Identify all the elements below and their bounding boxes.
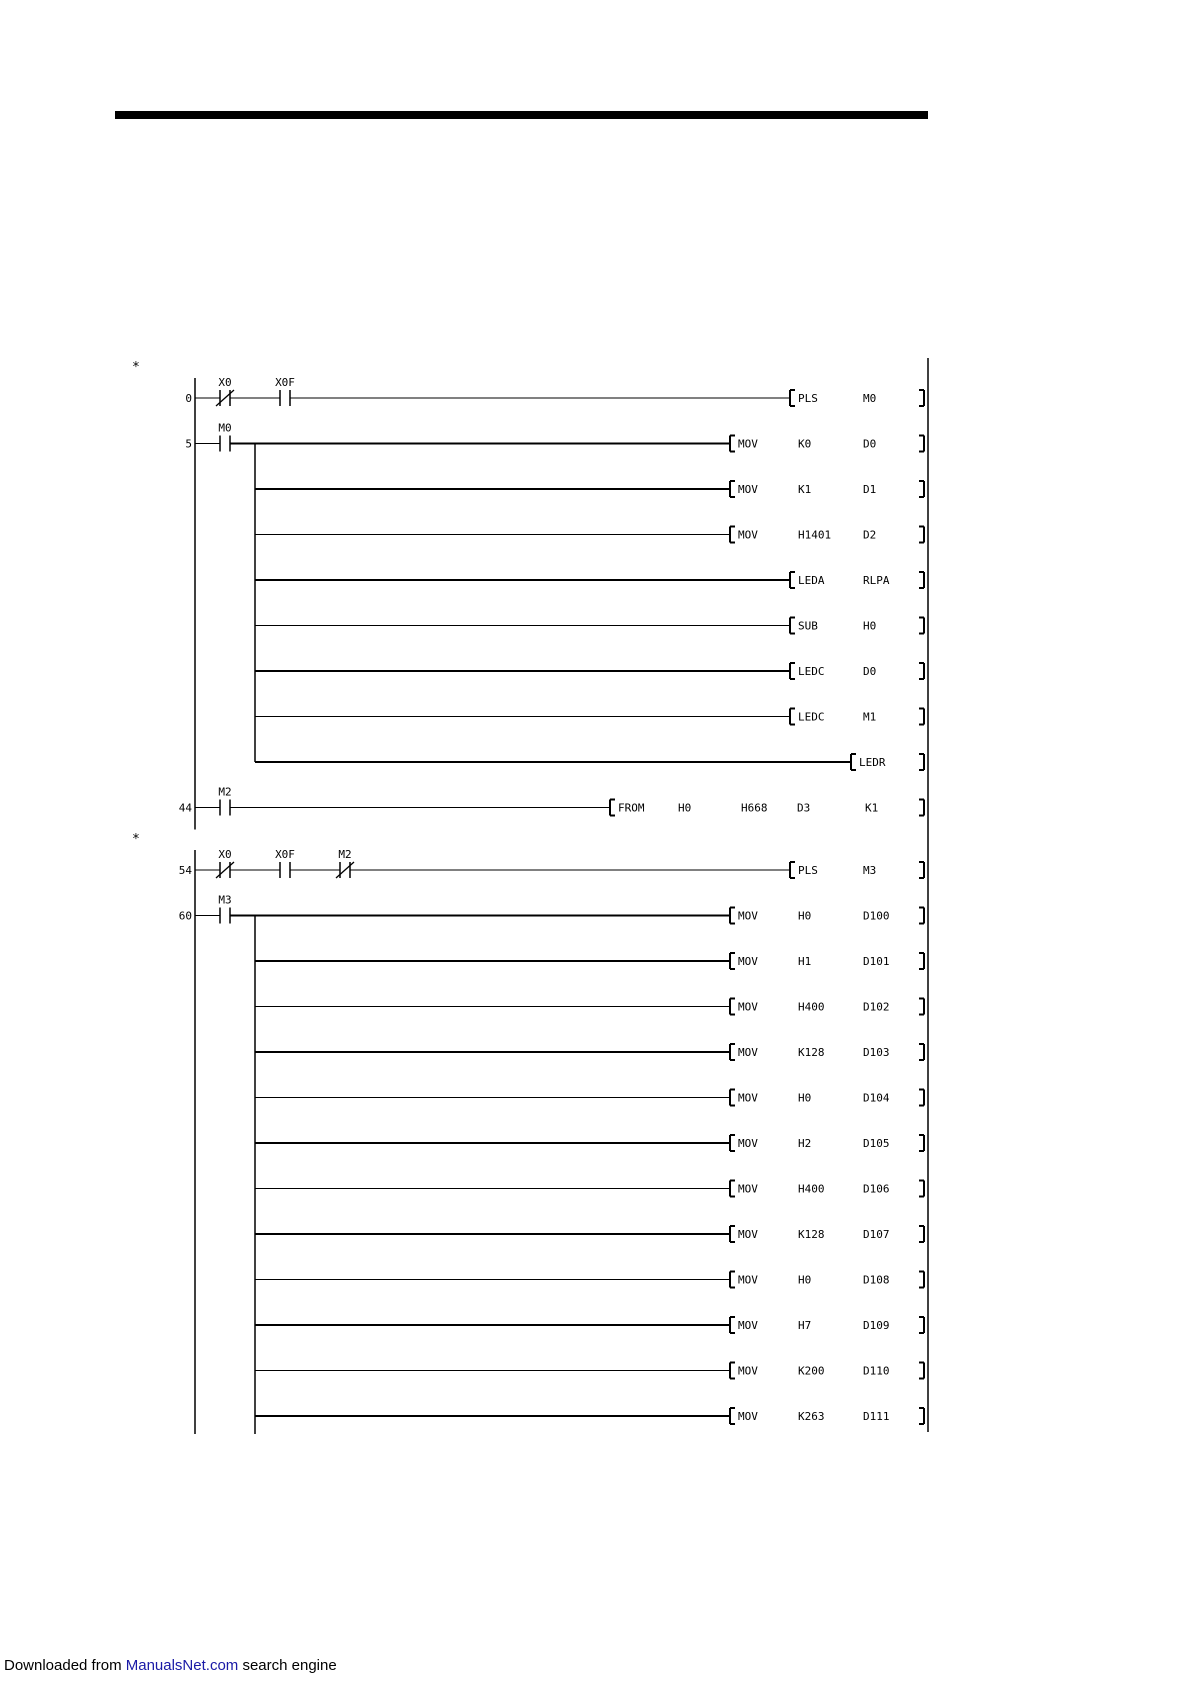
instruction-leda-token: LEDA xyxy=(798,574,825,587)
instruction-mov-token: D102 xyxy=(863,1000,890,1014)
instruction-from-token: D3 xyxy=(797,801,811,815)
instruction-mov-token: MOV xyxy=(738,909,758,923)
contact-m0-label: M0 xyxy=(218,421,232,435)
contact-x0f-label: X0F xyxy=(275,376,295,389)
footer xyxy=(4,1657,337,1674)
instruction-from-token: H0 xyxy=(678,801,692,815)
instruction-mov-token: H2 xyxy=(798,1137,812,1150)
instruction-mov-token: D110 xyxy=(863,1364,890,1378)
instruction-mov-token: MOV xyxy=(738,1273,758,1287)
footer-link[interactable]: ManualsNet.com xyxy=(125,1657,239,1674)
instruction-mov-token: MOV xyxy=(738,528,758,542)
instruction-from-token: FROM xyxy=(618,801,645,815)
instruction-mov-token: D107 xyxy=(863,1228,890,1241)
instruction-pls-token: PLS xyxy=(798,864,818,877)
instruction-mov-token: K263 xyxy=(798,1410,825,1423)
instruction-mov-token: D105 xyxy=(863,1137,890,1150)
instruction-mov-token: MOV xyxy=(738,1137,758,1150)
instruction-mov-token: MOV xyxy=(738,1091,758,1105)
instruction-mov-token: H400 xyxy=(798,1000,825,1014)
instruction-from-token: H668 xyxy=(741,801,768,815)
instruction-leda-token: RLPA xyxy=(863,574,890,587)
instruction-mov-token: H1401 xyxy=(798,528,832,542)
instruction-sub-token: H0 xyxy=(863,619,877,633)
instruction-mov-token: MOV xyxy=(738,1319,758,1332)
instruction-ledc-token: D0 xyxy=(863,665,877,678)
comment-mark: * xyxy=(132,360,140,375)
instruction-mov-token: MOV xyxy=(738,483,758,496)
instruction-ledc-token: LEDC xyxy=(798,665,825,678)
instruction-pls-token: M0 xyxy=(863,392,877,405)
instruction-mov-token: MOV xyxy=(738,1228,758,1241)
instruction-mov-token: H400 xyxy=(798,1182,825,1196)
instruction-mov-token: D106 xyxy=(863,1182,890,1196)
instruction-mov-token: D109 xyxy=(863,1319,890,1332)
instruction-mov-token: K200 xyxy=(798,1364,825,1378)
instruction-mov-token: K1 xyxy=(798,483,812,496)
instruction-mov-token: D2 xyxy=(863,528,877,542)
instruction-mov-token: MOV xyxy=(738,437,758,451)
instruction-ledc-token: M1 xyxy=(863,710,877,724)
instruction-mov-token: H1 xyxy=(798,955,812,968)
instruction-mov-token: D0 xyxy=(863,437,877,451)
instruction-pls-token: PLS xyxy=(798,392,818,405)
instruction-from-token: K1 xyxy=(865,801,879,815)
instruction-mov-token: K128 xyxy=(798,1228,825,1241)
header-rule xyxy=(115,111,928,119)
step-number: 0 xyxy=(185,392,192,405)
instruction-mov-token: D101 xyxy=(863,955,890,968)
instruction-mov-token: MOV xyxy=(738,1046,758,1059)
footer-suffix: search engine xyxy=(242,1657,337,1674)
contact-m3-label: M3 xyxy=(218,893,232,907)
instruction-mov-token: D103 xyxy=(863,1046,890,1059)
instruction-mov-token: D104 xyxy=(863,1091,890,1105)
instruction-mov-token: D108 xyxy=(863,1273,890,1287)
instruction-mov-token: H0 xyxy=(798,1091,812,1105)
instruction-ledc-token: LEDC xyxy=(798,710,825,724)
instruction-mov-token: K128 xyxy=(798,1046,825,1059)
instruction-mov-token: MOV xyxy=(738,1182,758,1196)
instruction-sub-token: SUB xyxy=(798,619,818,633)
instruction-mov-token: MOV xyxy=(738,1364,758,1378)
comment-mark: * xyxy=(132,832,140,847)
step-number: 5 xyxy=(185,437,192,451)
contact-x0f-label: X0F xyxy=(275,848,295,861)
contact-m2-label: M2 xyxy=(218,785,232,799)
instruction-mov-token: MOV xyxy=(738,1000,758,1014)
instruction-mov-token: D111 xyxy=(863,1410,890,1423)
instruction-mov-token: K0 xyxy=(798,437,812,451)
footer-prefix: Downloaded from xyxy=(4,1657,122,1674)
step-number: 44 xyxy=(178,801,192,815)
step-number: 54 xyxy=(178,864,192,877)
instruction-mov-token: D1 xyxy=(863,483,877,496)
instruction-mov-token: H7 xyxy=(798,1319,812,1332)
instruction-mov-token: H0 xyxy=(798,909,812,923)
contact-x0-label: X0 xyxy=(218,376,232,389)
contact-m2-label: M2 xyxy=(338,848,352,861)
instruction-pls-token: M3 xyxy=(863,864,877,877)
instruction-ledr-token: LEDR xyxy=(859,756,886,769)
instruction-mov-token: H0 xyxy=(798,1273,812,1287)
instruction-mov-token: MOV xyxy=(738,1410,758,1423)
step-number: 60 xyxy=(178,909,192,923)
instruction-mov-token: D100 xyxy=(863,909,890,923)
contact-x0-label: X0 xyxy=(218,848,232,861)
instruction-mov-token: MOV xyxy=(738,955,758,968)
